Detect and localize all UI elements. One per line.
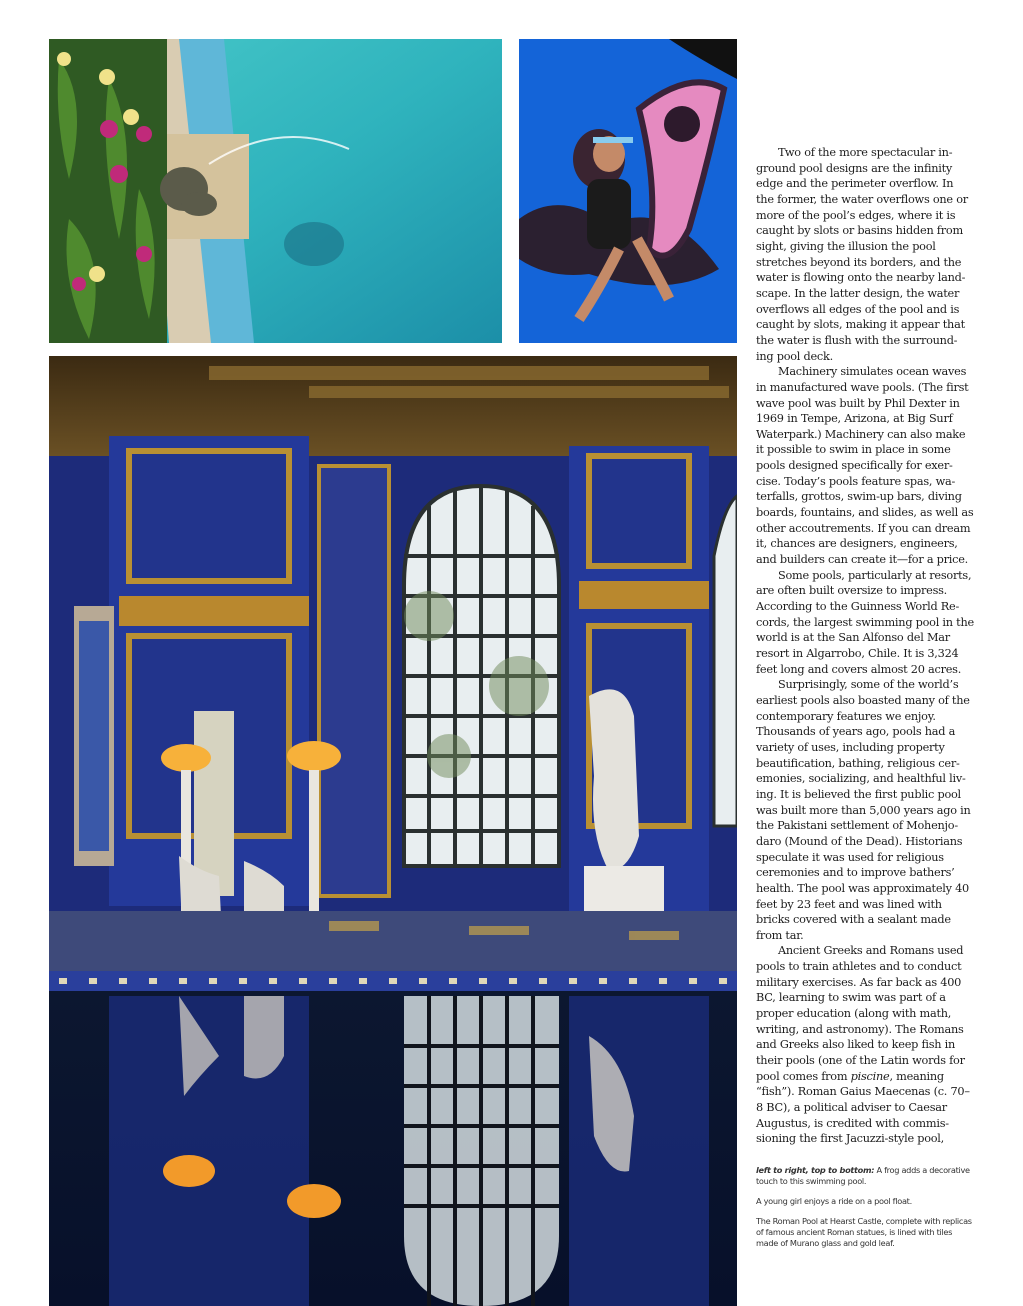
roman-pool-photo xyxy=(49,356,737,1306)
paragraph-3: Some pools, particularly at resorts, are often built oversize to impress. According to the Guinness World Re-cords, the largest swimming pool in the world is at the San Alfonso del Mar resort in Algarrobo, Chile. It is 3,324 feet long and covers almost 20 acres. xyxy=(756,568,974,676)
caption-roman-pool: The Roman Pool at Hearst Castle, complete with replicas of famous ancient Roman statues, is lined with tiles made of Murano glass and gold leaf. xyxy=(756,1216,972,1248)
paragraph-5 xyxy=(756,943,974,1147)
latin-word: piscine xyxy=(850,1069,890,1083)
paragraph-1: Two of the more spectacular in-ground pool designs are the infinity edge and the perimeter overflow. In the former, the water overflows one or more of the pool’s edges, where it is caught by slots or basins hidden from sight, giving the illusion the pool stretches beyond its borders, and the water is flowing onto the nearby land-scape. In the latter design, the water overflows all edges of the pool and is caught by slots, making it appear that the water is flush with the surround-ing pool deck. xyxy=(756,146,968,363)
photo-captions xyxy=(756,1165,974,1258)
paragraph-2: Machinery simulates ocean waves in manufactured wave pools. (The first wave pool was built by Phil Dexter in 1969 in Tempe, Arizona, at Big Surf Waterpark.) Machinery can also make it possible to swim in place in some pools designed specifically for exer-cise. Today’s pools feature spas, wa-terfalls, grottos, swim-up bars, diving boards, fountains, and slides, as well as other accoutrements. If you can dream it, chances are designers, engineers, and builders can create it—for a price. xyxy=(756,365,974,567)
caption-frog-text: A frog adds a decorative touch to this swimming pool. xyxy=(756,1165,970,1186)
article-body xyxy=(756,145,974,1147)
paragraph-5-text-cont: , meaning “fish”). Roman Gaius Maecenas (c. 70–8 BC), a political adviser to Caesar Augustus, is credited with commis-sioning the first Jacuzzi-style pool, xyxy=(756,1069,970,1146)
caption-frog xyxy=(756,1165,974,1187)
paragraph-4: Surprisingly, some of the world’s earliest pools also boasted many of the contemporary features we enjoy. Thousands of years ago, pools had a variety of uses, including property beautification, bathing, religious cer-emonies, socializing, and healthful liv-ing. It is believed the first public pool was built more than 5,000 years ago in the Pakistani settlement of Mohenjo-daro (Mound of the Dead). Historians speculate it was used for religious ceremonies and to improve bathers’ health. The pool was approximately 40 feet by 23 feet and was lined with bricks covered with a sealant made from tar. xyxy=(756,678,971,942)
paragraph-5-text: Ancient Greeks and Romans used pools to train athletes and to conduct military exercises. As far back as 400 BC, learning to swim was part of a proper education (along with math, writing, and astronomy). The Romans and Greeks also liked to keep fish in their pools (one of the Latin words for pool comes from xyxy=(756,944,965,1083)
caption-girl: A young girl enjoys a ride on a pool float. xyxy=(756,1196,912,1206)
girl-pool-float-photo xyxy=(519,39,737,343)
caption-lead: left to right, top to bottom: xyxy=(756,1165,875,1175)
frog-pool-photo xyxy=(49,39,502,343)
